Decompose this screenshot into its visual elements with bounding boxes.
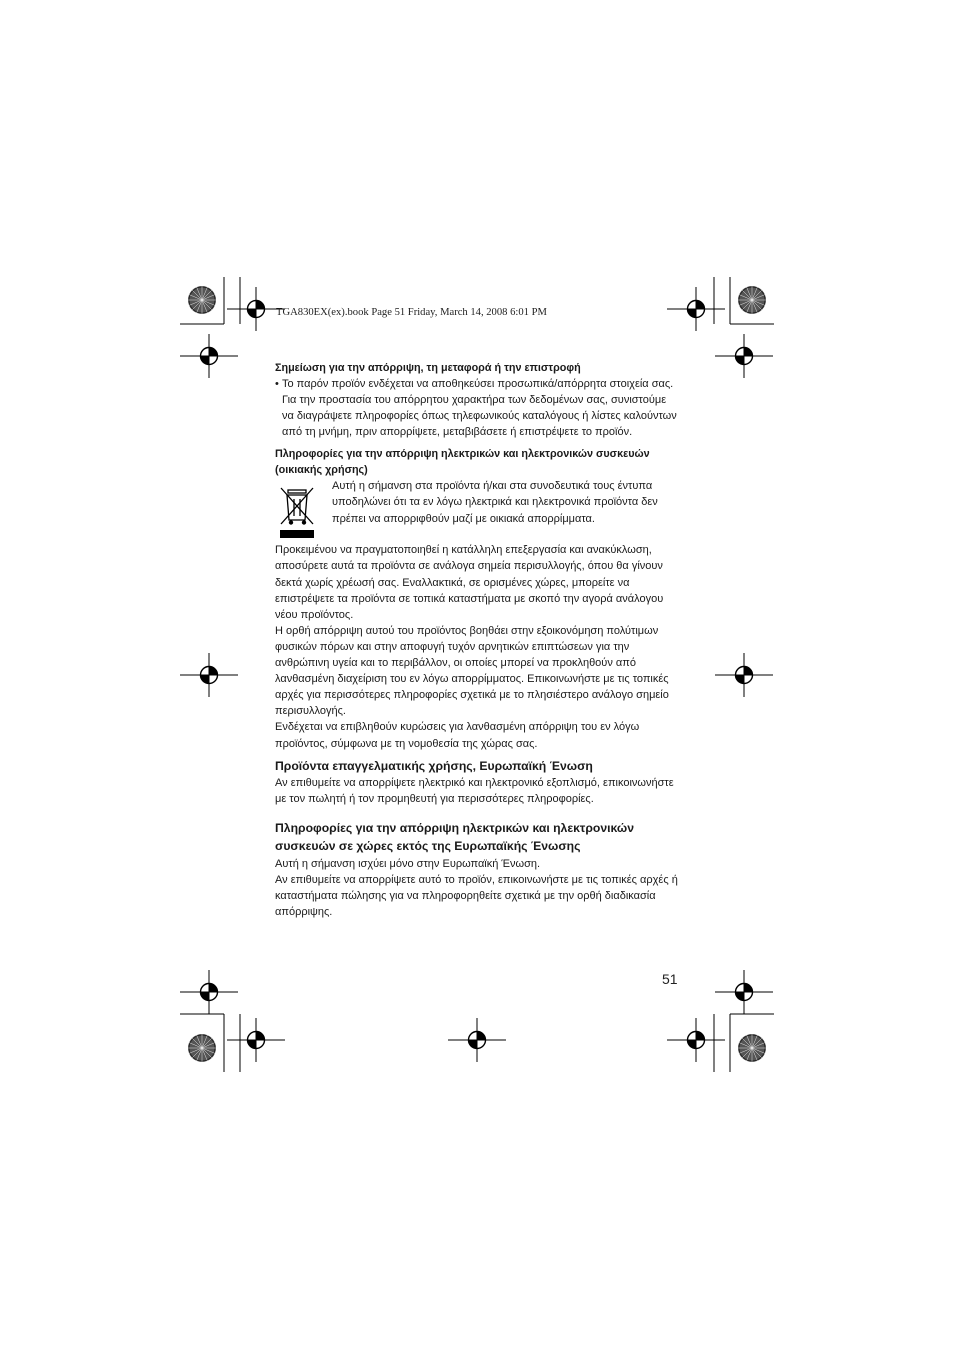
page-content xyxy=(275,360,681,920)
data-note-heading: Σημείωση για την απόρριψη, τη μεταφορά ή την επιστροφή xyxy=(275,362,581,374)
data-note-text: Το παρόν προϊόν ενδέχεται να αποθηκεύσει προσωπικά/απόρρητα στοιχεία σας. Για την προστασία του απόρρητου χαρακτήρα των δεδομένων σας, συνιστούμε να διαγράψετε πληροφορίες όπως τηλεφωνικούς καταλόγους ή λίστες καλούντων από τη μνήμη, πριν απορρίψετε, μεταβιβάσετε ή επιστρέψετε το προϊόν. xyxy=(282,378,677,439)
business-text: Αν επιθυμείτε να απορρίψετε ηλεκτρικό και ηλεκτρονικό εξοπλισμό, επικοινωνήστε με τον πωλητή ή τον προμηθευτή για περισσότερες πληροφορίες. xyxy=(275,776,674,805)
book-file-info: TGA830EX(ex).book Page 51 Friday, March 14, 2008 6:01 PM xyxy=(276,307,547,318)
crossed-out-wheelie-bin-icon xyxy=(277,484,317,540)
outside-eu-text-2: Αν επιθυμείτε να απορρίψετε αυτό το προϊόν, επικοινωνήστε με τις τοπικές αρχές ή καταστήματα πώλησης για να πληροφορηθείτε σχετικά με την ορθή διαδικασία απόρριψης. xyxy=(275,873,678,919)
business-heading: Προϊόντα επαγγελματικής χρήσης, Ευρωπαϊκή Ένωση xyxy=(275,758,593,773)
household-heading: Πληροφορίες για την απόρριψη ηλεκτρικών και ηλεκτρονικών συσκευών (οικιακής χρήσης) xyxy=(275,448,650,477)
page-number: 51 xyxy=(662,971,678,987)
outside-eu-text-1: Αυτή η σήμανση ισχύει μόνο στην Ευρωπαϊκή Ένωση. xyxy=(275,857,541,870)
weee-block xyxy=(275,478,681,542)
proper-disposal-text: Η ορθή απόρριψη αυτού του προϊόντος βοηθάει στην εξοικονόμηση πολύτιμων φυσικών πόρων και στην αποφυγή τυχόν αρνητικών επιπτώσεων για την ανθρώπινη υγεία και το περιβάλλον, οι οποίες μπορεί να προκληθούν από λανθασμένη διαχείριση του εν λόγω απορρίμματος. Επικοινωνήστε με τις τοπικές αρχές για περισσότερες πληροφορίες σχετικά με το πλησιέστερο ανάλογο σημείο περισυλλογής. xyxy=(275,624,669,718)
penalties-text: Ενδέχεται να επιβληθούν κυρώσεις για λανθασμένη απόρριψη του εν λόγω προϊόντος, σύμφωνα με τη νομοθεσία της χώρας σας. xyxy=(275,721,640,750)
data-note-bullet-item xyxy=(275,376,681,440)
recycling-text: Προκειμένου να πραγματοποιηθεί η κατάλληλη επεξεργασία και ανακύκλωση, αποσύρετε αυτά τα προϊόντα σε ανάλογα σημεία περισυλλογής, όπου θα γίνουν δεκτά χωρίς χρέωσή σας. Εναλλακτικά, σε ορισμένες χώρες, μπορείτε να επιστρέψετε τα προϊόντα σε τοπικά καταστήματα με σκοπό την αγορά ανάλογου νέου προϊόντος. xyxy=(275,544,664,621)
weee-marking-text: Αυτή η σήμανση στα προϊόντα ή/και στα συνοδευτικά τους έντυπα υποδηλώνει ότι τα εν λόγω ηλεκτρικά και ηλεκτρονικά προϊόντα δεν πρέπει να απορριφθούν μαζί με οικιακά απορρίμματα. xyxy=(332,480,658,525)
bullet-marker: • xyxy=(275,378,279,390)
outside-eu-heading: Πληροφορίες για την απόρριψη ηλεκτρικών και ηλεκτρονικών συσκευών σε χώρες εκτός της Ευρωπαϊκής Ένωσης xyxy=(275,820,634,854)
